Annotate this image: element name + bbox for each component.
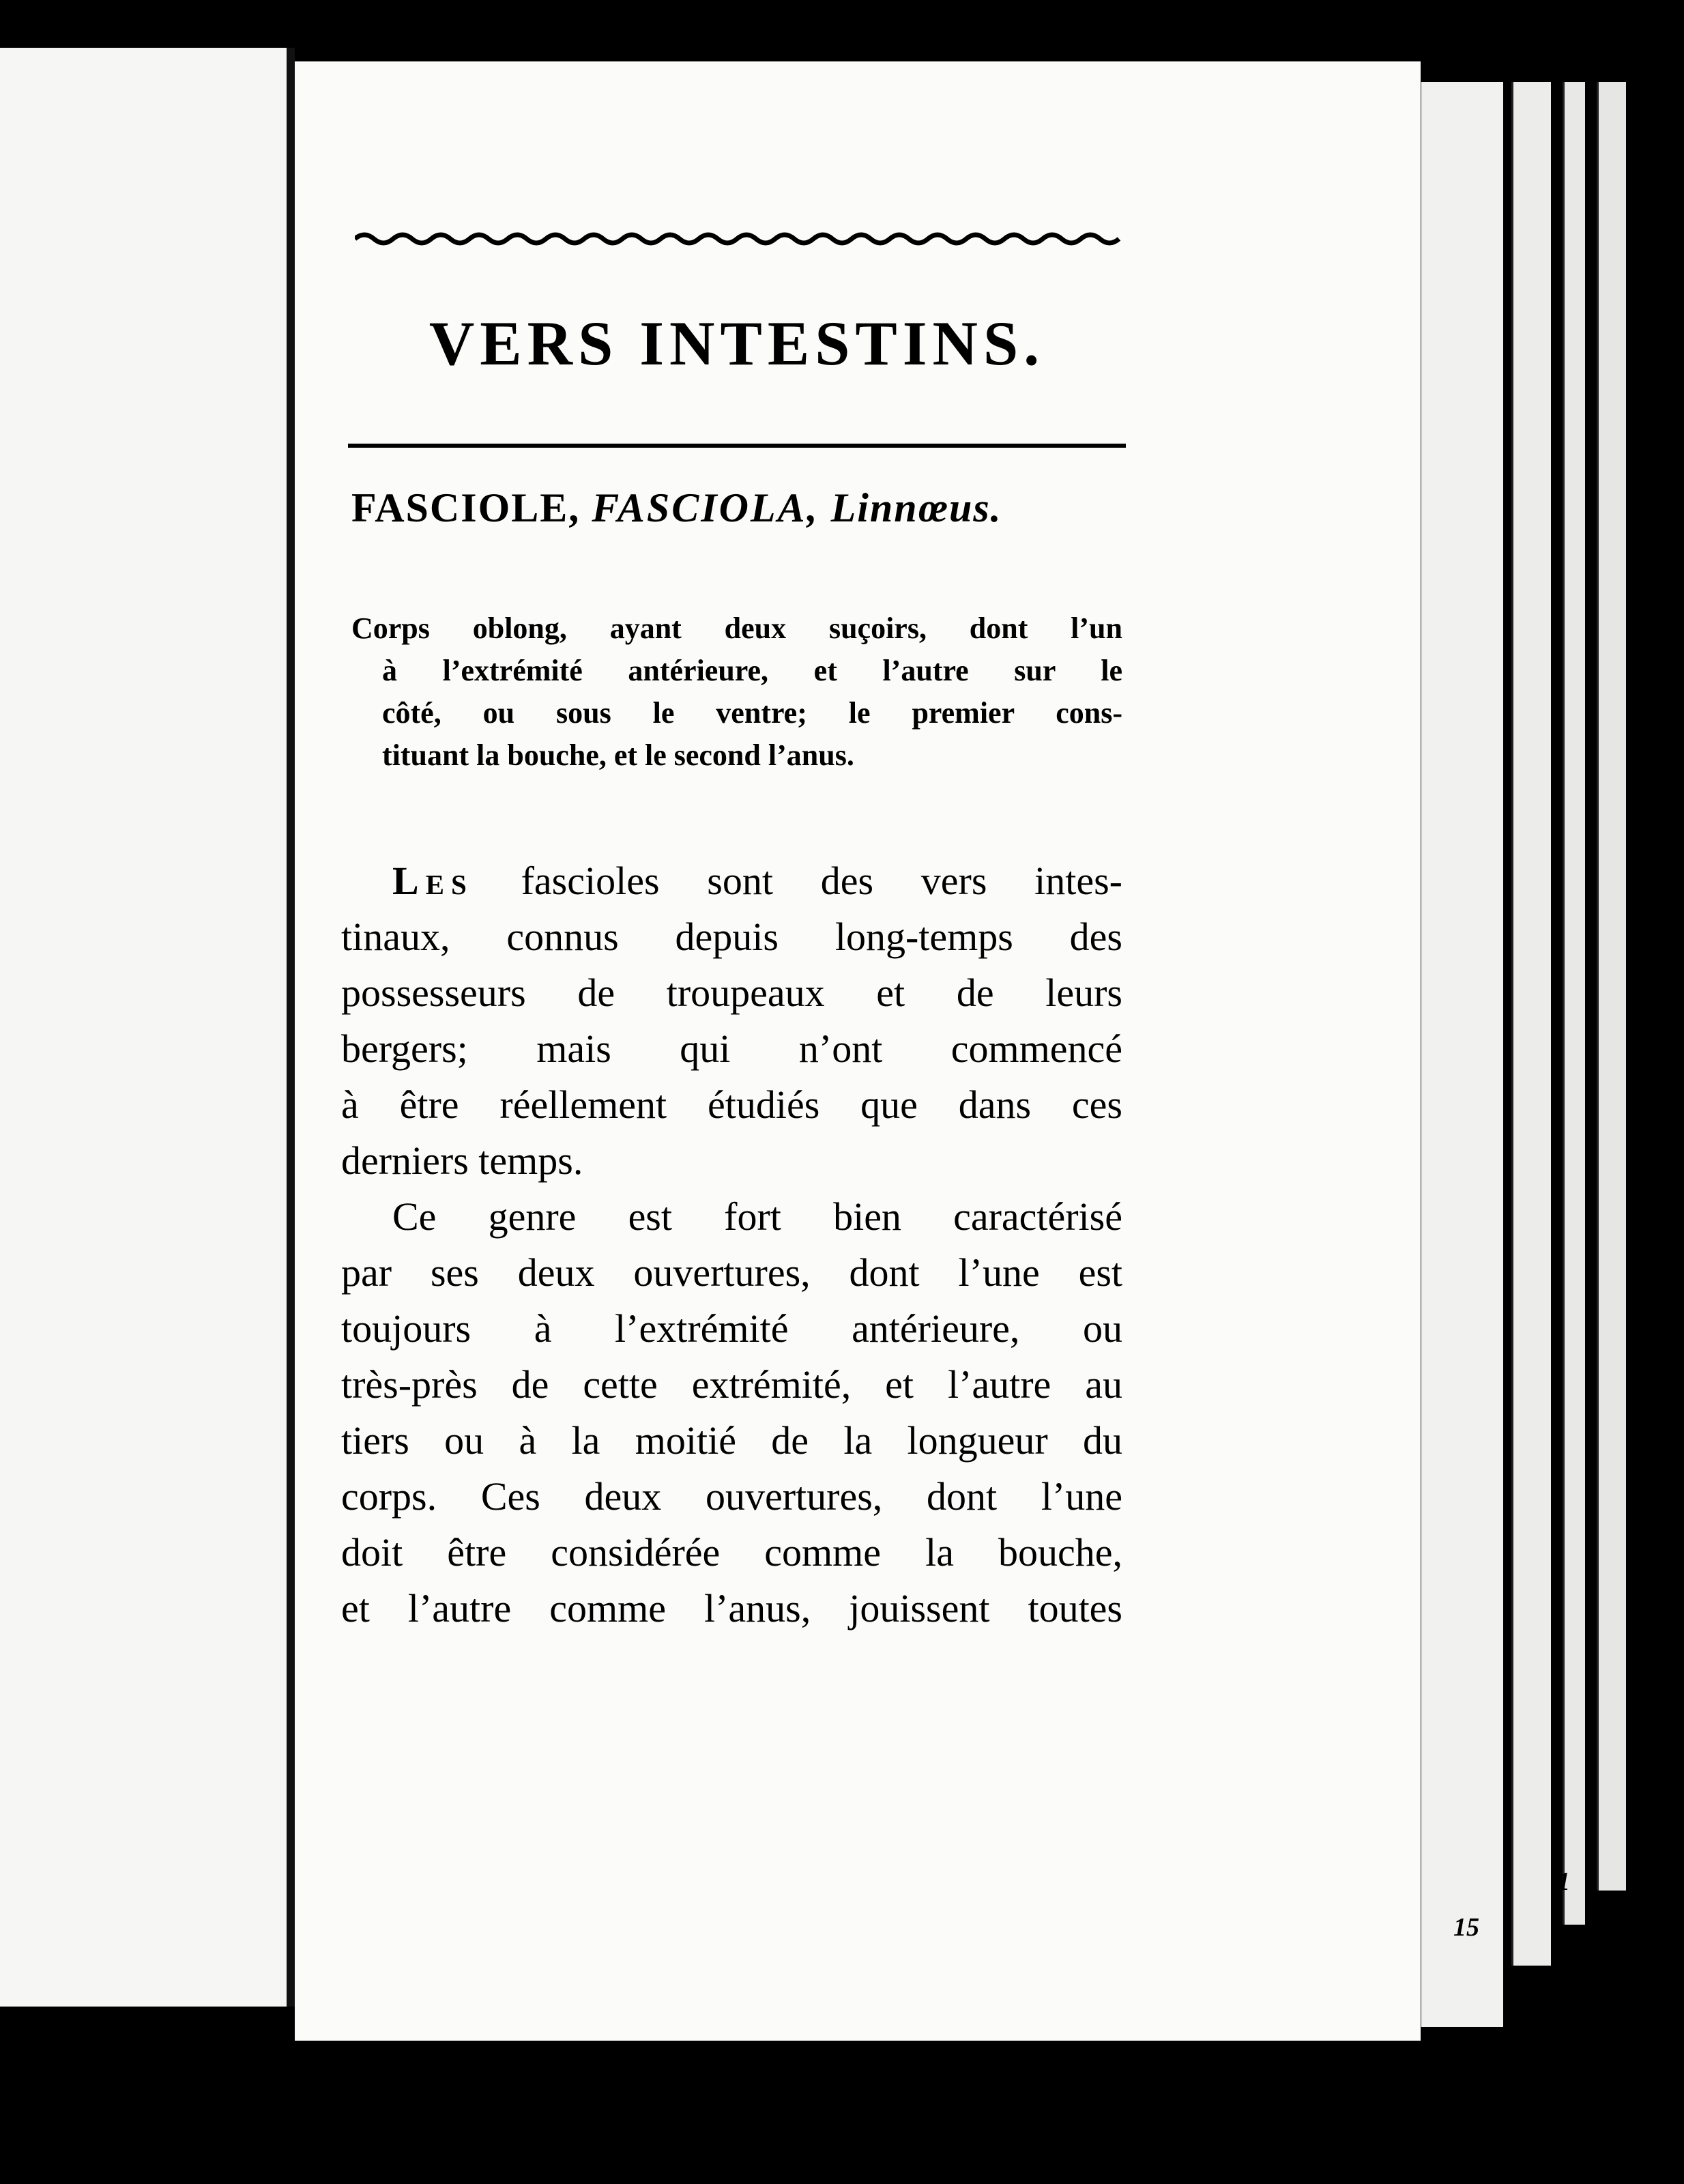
diagnosis-line: Corps oblong, ayant deux suçoirs, dont l’un bbox=[351, 612, 1122, 645]
edge-page-number: 1 bbox=[1557, 1867, 1570, 1896]
genus-name: FASCIOLE, bbox=[351, 485, 581, 530]
page-content bbox=[341, 225, 1133, 1658]
text-line: possesseurs de troupeaux et de leurs bbox=[341, 971, 1122, 1015]
genus-latin-name: FASCIOLA, bbox=[592, 485, 819, 530]
diagnosis-line: tituant la bouche, et le second l’anus. bbox=[382, 738, 854, 772]
section-title: VERS INTESTINS. bbox=[429, 308, 1045, 378]
text-line: derniers temps. bbox=[341, 1138, 583, 1183]
drop-word: Les bbox=[392, 859, 474, 903]
text-line: toujours à l’extrémité antérieure, ou bbox=[341, 1306, 1122, 1351]
text-line: à être réellement étudiés que dans ces bbox=[341, 1082, 1122, 1127]
text-line bbox=[341, 853, 1122, 909]
text-line: et l’autre comme l’anus, jouissent toutes bbox=[341, 1586, 1122, 1630]
diagnosis-line: à l’extrémité antérieure, et l’autre sur le bbox=[382, 654, 1122, 687]
text-line: bergers; mais qui n’ont commencé bbox=[341, 1026, 1122, 1071]
facing-page-left bbox=[0, 48, 295, 2007]
text-line: tinaux, connus depuis long-temps des bbox=[341, 915, 1122, 959]
edge-page-number: 15 bbox=[1453, 1913, 1479, 1942]
page-edge-strip bbox=[1511, 82, 1551, 1966]
title-rule bbox=[348, 444, 1126, 448]
genus-heading bbox=[351, 485, 1129, 532]
page-edge-strip bbox=[1597, 82, 1626, 1891]
genus-diagnosis bbox=[351, 607, 1122, 777]
text-line-rest: fascioles sont des vers intes- bbox=[521, 859, 1122, 903]
text-line: tiers ou à la moitié de la longueur du bbox=[341, 1418, 1122, 1463]
text-line: doit être considérée comme la bouche, bbox=[341, 1530, 1122, 1575]
text-line: Ce genre est fort bien caractérisé bbox=[392, 1194, 1122, 1239]
ornamental-rule bbox=[355, 229, 1126, 249]
text-line: très-près de cette extrémité, et l’autre au bbox=[341, 1362, 1122, 1407]
genus-author: Linnœus. bbox=[830, 485, 1002, 530]
page-edge-strip bbox=[1563, 82, 1585, 1925]
body-text bbox=[341, 853, 1122, 1637]
diagnosis-line: côté, ou sous le ventre; le premier cons- bbox=[382, 696, 1122, 730]
page-edge-strip bbox=[1419, 82, 1503, 2027]
text-line: par ses deux ouvertures, dont l’une est bbox=[341, 1250, 1122, 1295]
text-line: corps. Ces deux ouvertures, dont l’une bbox=[341, 1474, 1122, 1519]
